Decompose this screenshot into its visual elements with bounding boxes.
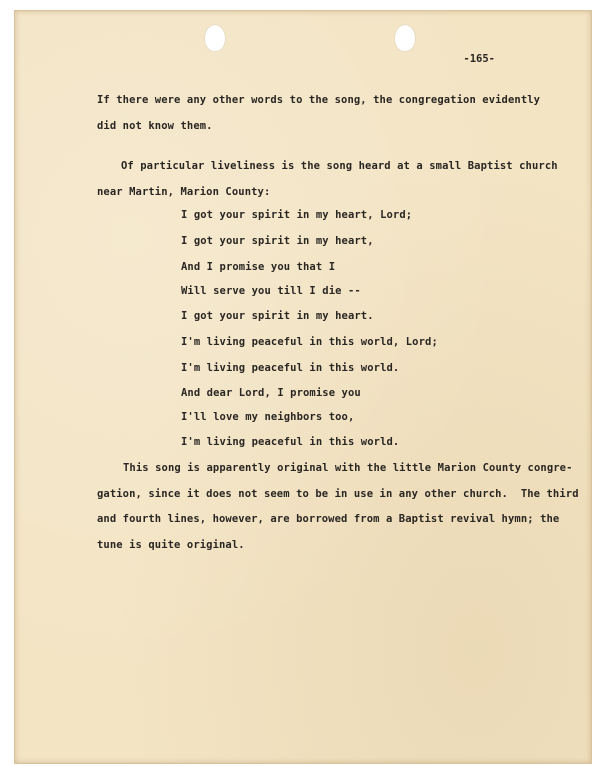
- verse-line: I'll love my neighbors too,: [181, 411, 355, 423]
- page-number: -165-: [463, 53, 495, 65]
- paragraph-line: This song is apparently original with the little Marion County congre-: [123, 462, 573, 474]
- paragraph-line: did not know them.: [97, 120, 213, 132]
- verse-line: And I promise you that I: [181, 261, 336, 273]
- punch-hole-left: [205, 25, 225, 51]
- paragraph-line: gation, since it does not seem to be in use in any other church. The third: [97, 488, 579, 500]
- paragraph-line: Of particular liveliness is the song heard at a small Baptist church: [121, 160, 558, 172]
- verse-line: Will serve you till I die --: [181, 285, 361, 297]
- verse-line: I'm living peaceful in this world.: [181, 362, 400, 374]
- document-page: [14, 10, 592, 764]
- punch-hole-right: [395, 25, 415, 51]
- verse-line: And dear Lord, I promise you: [181, 387, 361, 399]
- paragraph-line: near Martin, Marion County:: [97, 186, 271, 198]
- verse-line: I got your spirit in my heart, Lord;: [181, 209, 413, 221]
- paragraph-line: tune is quite original.: [97, 539, 245, 551]
- verse-line: I got your spirit in my heart,: [181, 235, 374, 247]
- verse-line: I got your spirit in my heart.: [181, 310, 374, 322]
- verse-line: I'm living peaceful in this world, Lord;: [181, 336, 438, 348]
- paragraph-line: and fourth lines, however, are borrowed from a Baptist revival hymn; the: [97, 513, 560, 525]
- verse-line: I'm living peaceful in this world.: [181, 436, 400, 448]
- paragraph-line: If there were any other words to the song, the congregation evidently: [97, 94, 541, 106]
